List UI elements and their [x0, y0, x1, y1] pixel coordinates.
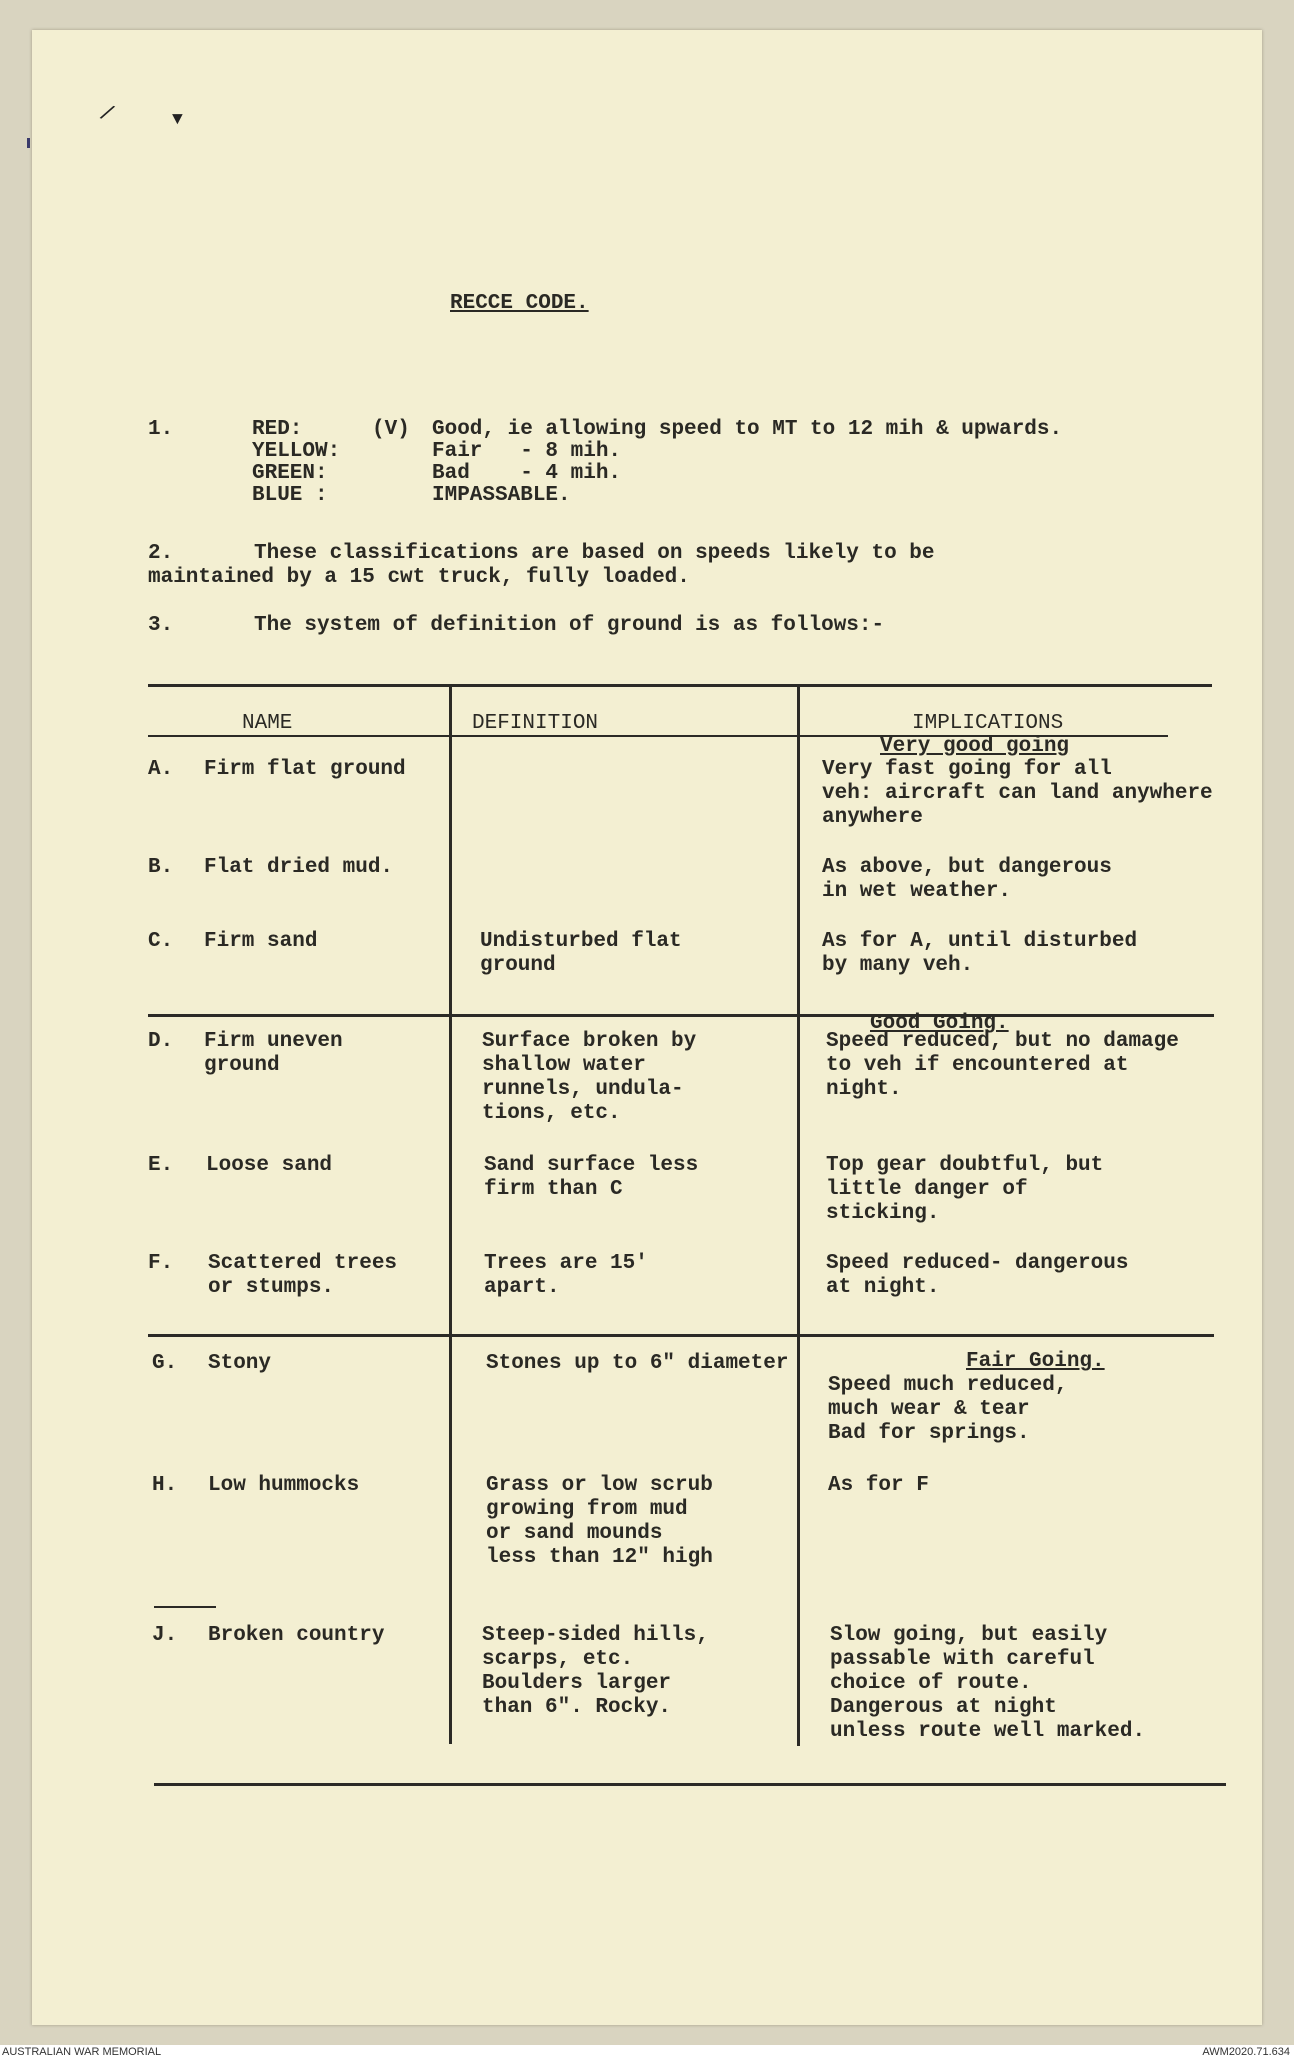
row-name: Flat dried mud. — [204, 856, 394, 879]
row-definition: Surface broken by shallow water runnels, undula- tions, etc. — [482, 1030, 697, 1125]
code-marker: (V) — [372, 418, 410, 441]
para2-line2: maintained by a 15 cwt truck, fully loaded. — [148, 566, 690, 589]
code-text-blue: IMPASSABLE. — [432, 484, 571, 507]
code-text-red: Good, ie allowing speed to MT to 12 mih & upwards. — [432, 418, 1063, 441]
para2-number: 2. — [148, 542, 174, 565]
group-rule-2 — [148, 1334, 1214, 1337]
pencil-mark: / — [96, 100, 118, 129]
para2-line1: These classifications are based on speeds likely to be — [254, 542, 935, 565]
row-name: Stony — [208, 1352, 272, 1375]
row-implications: Speed reduced- dangerous at night. — [826, 1252, 1129, 1299]
row-name: Scattered trees or stumps. — [208, 1252, 398, 1299]
document-page — [32, 30, 1262, 2025]
row-letter: G. — [152, 1352, 178, 1375]
row-name: Loose sand — [206, 1154, 333, 1177]
row-implications: As for F — [828, 1474, 929, 1497]
row-name: Low hummocks — [208, 1474, 360, 1497]
row-implications: Slow going, but easily passable with careful choice of route. Dangerous at night unless route well marked. — [830, 1624, 1146, 1743]
code-list-number: 1. — [148, 418, 174, 441]
row-name: Broken country — [208, 1624, 385, 1647]
group-rule-1 — [148, 1014, 1214, 1017]
code-colour-blue: BLUE : — [252, 484, 328, 507]
row-definition: Grass or low scrub growing from mud or sand mounds less than 12" high — [486, 1474, 713, 1569]
short-rule — [154, 1606, 216, 1608]
group-heading-fair: Fair Going. — [966, 1350, 1105, 1373]
code-text-yellow: Fair - 8 mih. — [432, 440, 622, 463]
ink-mark — [27, 138, 30, 148]
group-heading-good: Good Going. — [870, 1012, 1009, 1035]
code-colour-red: RED: — [252, 418, 303, 441]
row-name: Firm uneven ground — [204, 1030, 343, 1077]
row-letter: B. — [148, 856, 174, 879]
row-letter: C. — [148, 930, 174, 953]
row-implications: Top gear doubtful, but little danger of sticking. — [826, 1154, 1104, 1225]
para3-number: 3. — [148, 614, 174, 637]
row-definition: Steep-sided hills, scarps, etc. Boulders larger than 6". Rocky. — [482, 1624, 709, 1719]
row-letter: F. — [148, 1252, 174, 1275]
table-bottom-rule — [154, 1783, 1226, 1786]
header-name: NAME — [242, 712, 293, 735]
row-implications: Speed much reduced, much wear & tear Bad for springs. — [828, 1374, 1068, 1445]
row-letter: D. — [148, 1030, 174, 1053]
para3-text: The system of definition of ground is as follows:- — [254, 614, 885, 637]
row-implications: As above, but dangerous in wet weather. — [822, 856, 1112, 903]
group-heading-very-good: Very good going — [880, 735, 1070, 758]
row-definition: Undisturbed flat ground — [480, 930, 682, 977]
row-letter: E. — [148, 1154, 174, 1177]
row-definition: Trees are 15' apart. — [484, 1252, 648, 1299]
row-implications: As for A, until disturbed by many veh. — [822, 930, 1138, 977]
row-letter: J. — [152, 1624, 178, 1647]
row-implications: Speed reduced, but no damage to veh if encountered at night. — [826, 1030, 1179, 1101]
table-column-divider-1 — [449, 684, 452, 1744]
pin-hole-mark: ▼ — [172, 110, 183, 130]
page-title: RECCE CODE. — [450, 292, 589, 315]
footer-accession-number: AWM2020.71.634 — [1202, 2046, 1290, 2058]
code-text-green: Bad - 4 mih. — [432, 462, 622, 485]
row-implications: Very fast going for all veh: aircraft can land anywhere anywhere — [822, 758, 1213, 829]
row-name: Firm flat ground — [204, 758, 406, 781]
archive-footer — [0, 2045, 1294, 2061]
code-colour-yellow: YELLOW: — [252, 440, 341, 463]
footer-institution: AUSTRALIAN WAR MEMORIAL — [2, 2046, 162, 2058]
header-definition: DEFINITION — [472, 712, 599, 735]
table-top-rule — [148, 684, 1212, 687]
row-letter: A. — [148, 758, 174, 781]
row-letter: H. — [152, 1474, 178, 1497]
table-column-divider-2 — [797, 684, 800, 1746]
code-colour-green: GREEN: — [252, 462, 328, 485]
row-definition: Stones up to 6" diameter — [486, 1352, 789, 1375]
row-name: Firm sand — [204, 930, 318, 953]
header-implications: IMPLICATIONS — [912, 712, 1064, 735]
row-definition: Sand surface less firm than C — [484, 1154, 699, 1201]
